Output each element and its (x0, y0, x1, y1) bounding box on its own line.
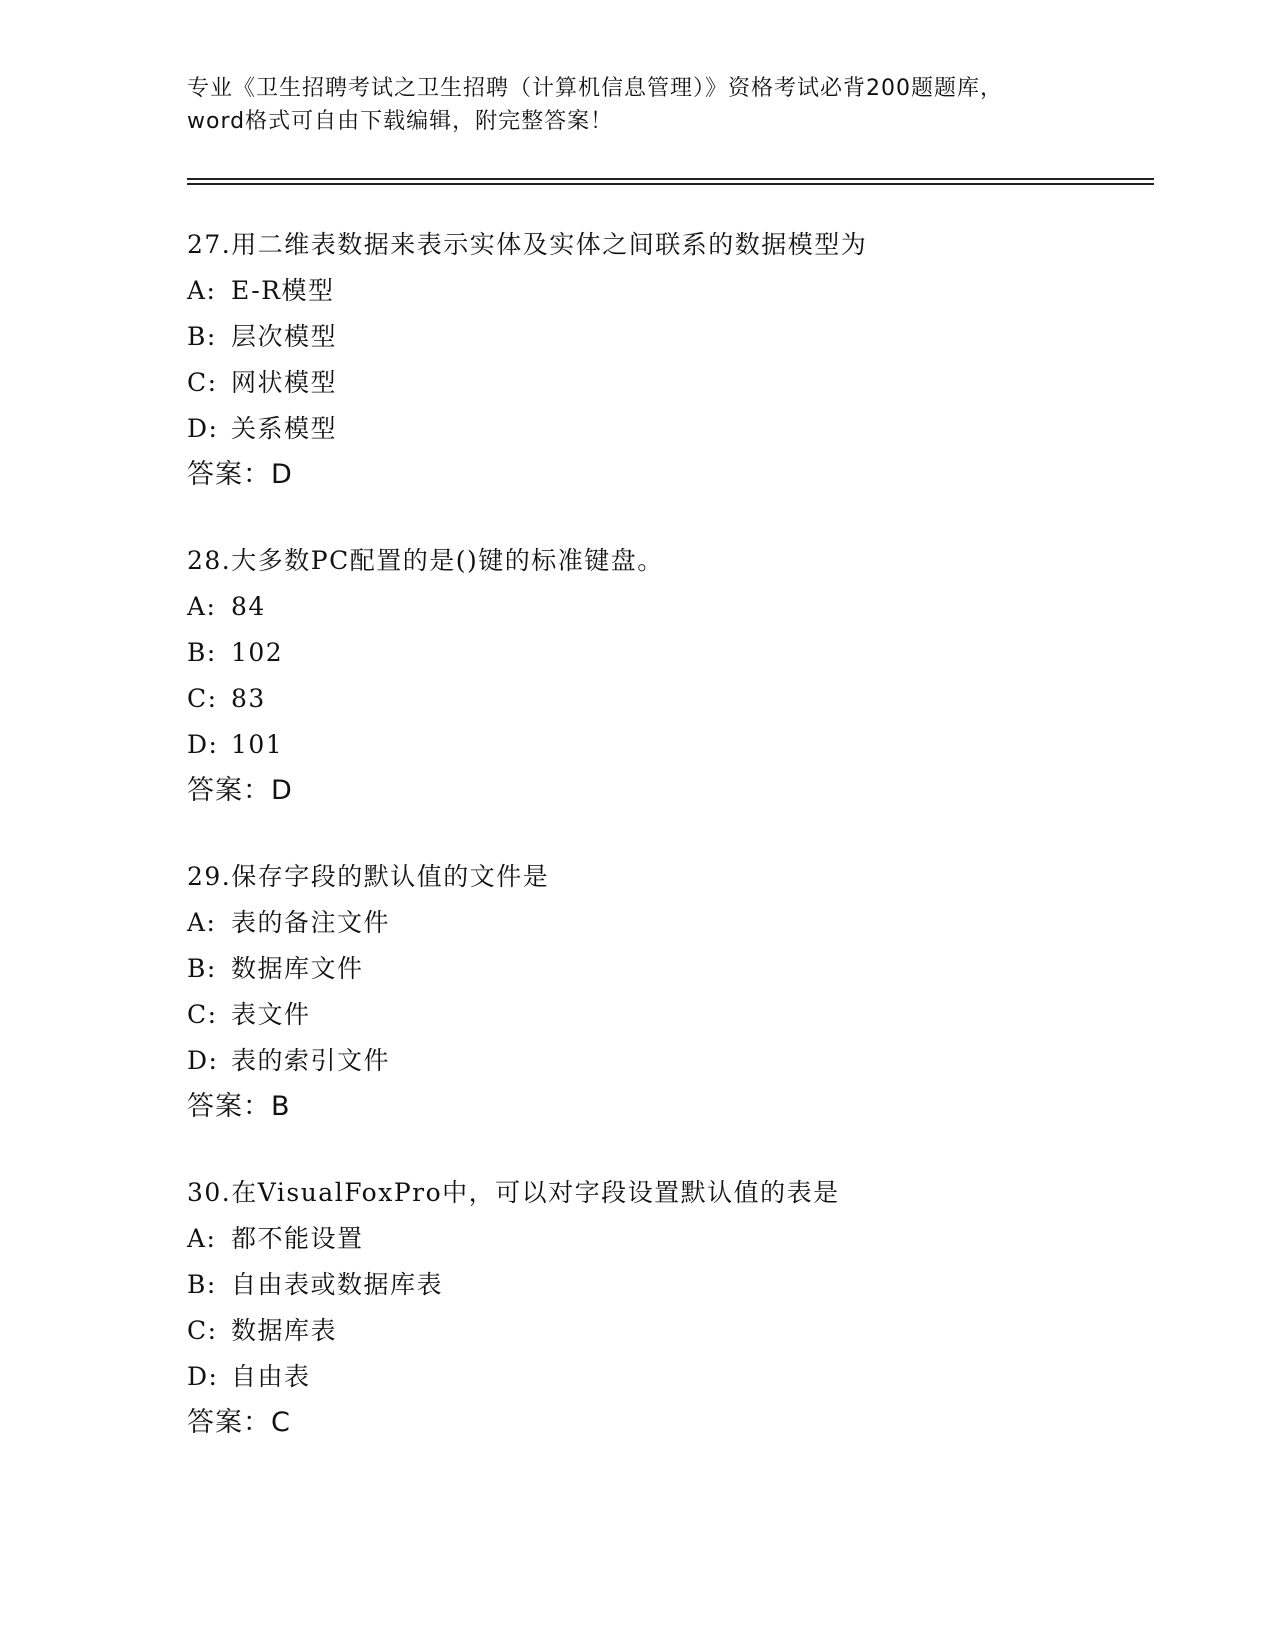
question-29 (187, 854, 1147, 1130)
option-letter: D: (187, 414, 219, 443)
option-text: 数据库表 (231, 1316, 338, 1345)
option-b (187, 1262, 1147, 1308)
option-text: 83 (231, 684, 266, 713)
option-letter: D: (187, 1046, 219, 1075)
option-letter: D: (187, 1362, 219, 1391)
document-header (187, 72, 1087, 138)
option-c (187, 676, 1147, 722)
answer-line: 答案：D (187, 775, 293, 806)
option-letter: A: (187, 908, 217, 937)
option-letter: C: (187, 1000, 218, 1029)
question-30 (187, 1170, 1147, 1446)
header-line-1: 专业《卫生招聘考试之卫生招聘（计算机信息管理）》资格考试必背200题题库， (187, 76, 1003, 101)
option-text: 表的备注文件 (231, 908, 391, 937)
option-text: 层次模型 (231, 322, 338, 351)
option-letter: C: (187, 684, 218, 713)
option-d (187, 1038, 1147, 1084)
option-b (187, 314, 1147, 360)
option-text: 自由表 (231, 1362, 311, 1391)
option-a (187, 900, 1147, 946)
option-c (187, 360, 1147, 406)
question-title: 30.在VisualFoxPro中，可以对字段设置默认值的表是 (187, 1178, 840, 1207)
question-title: 27.用二维表数据来表示实体及实体之间联系的数据模型为 (187, 230, 868, 259)
header-divider-bottom (187, 183, 1154, 185)
option-a (187, 268, 1147, 314)
answer-line: 答案：B (187, 1091, 291, 1122)
option-text: 表的索引文件 (231, 1046, 391, 1075)
option-text: 都不能设置 (231, 1224, 364, 1253)
option-text: 84 (231, 592, 266, 621)
option-letter: D: (187, 730, 219, 759)
option-letter: B: (187, 1270, 217, 1299)
option-text: 数据库文件 (231, 954, 364, 983)
option-letter: A: (187, 276, 217, 305)
header-divider-top (187, 178, 1154, 180)
option-text: E-R模型 (231, 276, 335, 305)
option-text: 表文件 (231, 1000, 311, 1029)
option-d (187, 722, 1147, 768)
option-letter: A: (187, 1224, 217, 1253)
option-text: 101 (231, 730, 284, 759)
option-letter: B: (187, 954, 217, 983)
question-title: 28.大多数PC配置的是()键的标准键盘。 (187, 546, 664, 575)
option-text: 关系模型 (231, 414, 338, 443)
option-letter: C: (187, 1316, 218, 1345)
question-28 (187, 538, 1147, 814)
option-a (187, 584, 1147, 630)
option-text: 102 (231, 638, 284, 667)
answer-line: 答案：C (187, 1407, 291, 1438)
option-c (187, 1308, 1147, 1354)
option-text: 网状模型 (231, 368, 338, 397)
option-a (187, 1216, 1147, 1262)
option-d (187, 1354, 1147, 1400)
option-letter: B: (187, 322, 217, 351)
option-letter: B: (187, 638, 217, 667)
question-27 (187, 222, 1147, 498)
option-b (187, 630, 1147, 676)
option-letter: A: (187, 592, 217, 621)
answer-line: 答案：D (187, 459, 293, 490)
option-text: 自由表或数据库表 (231, 1270, 444, 1299)
header-line-2: word格式可自由下载编辑，附完整答案！ (187, 109, 614, 134)
option-b (187, 946, 1147, 992)
option-c (187, 992, 1147, 1038)
option-d (187, 406, 1147, 452)
option-letter: C: (187, 368, 218, 397)
question-title: 29.保存字段的默认值的文件是 (187, 862, 550, 891)
